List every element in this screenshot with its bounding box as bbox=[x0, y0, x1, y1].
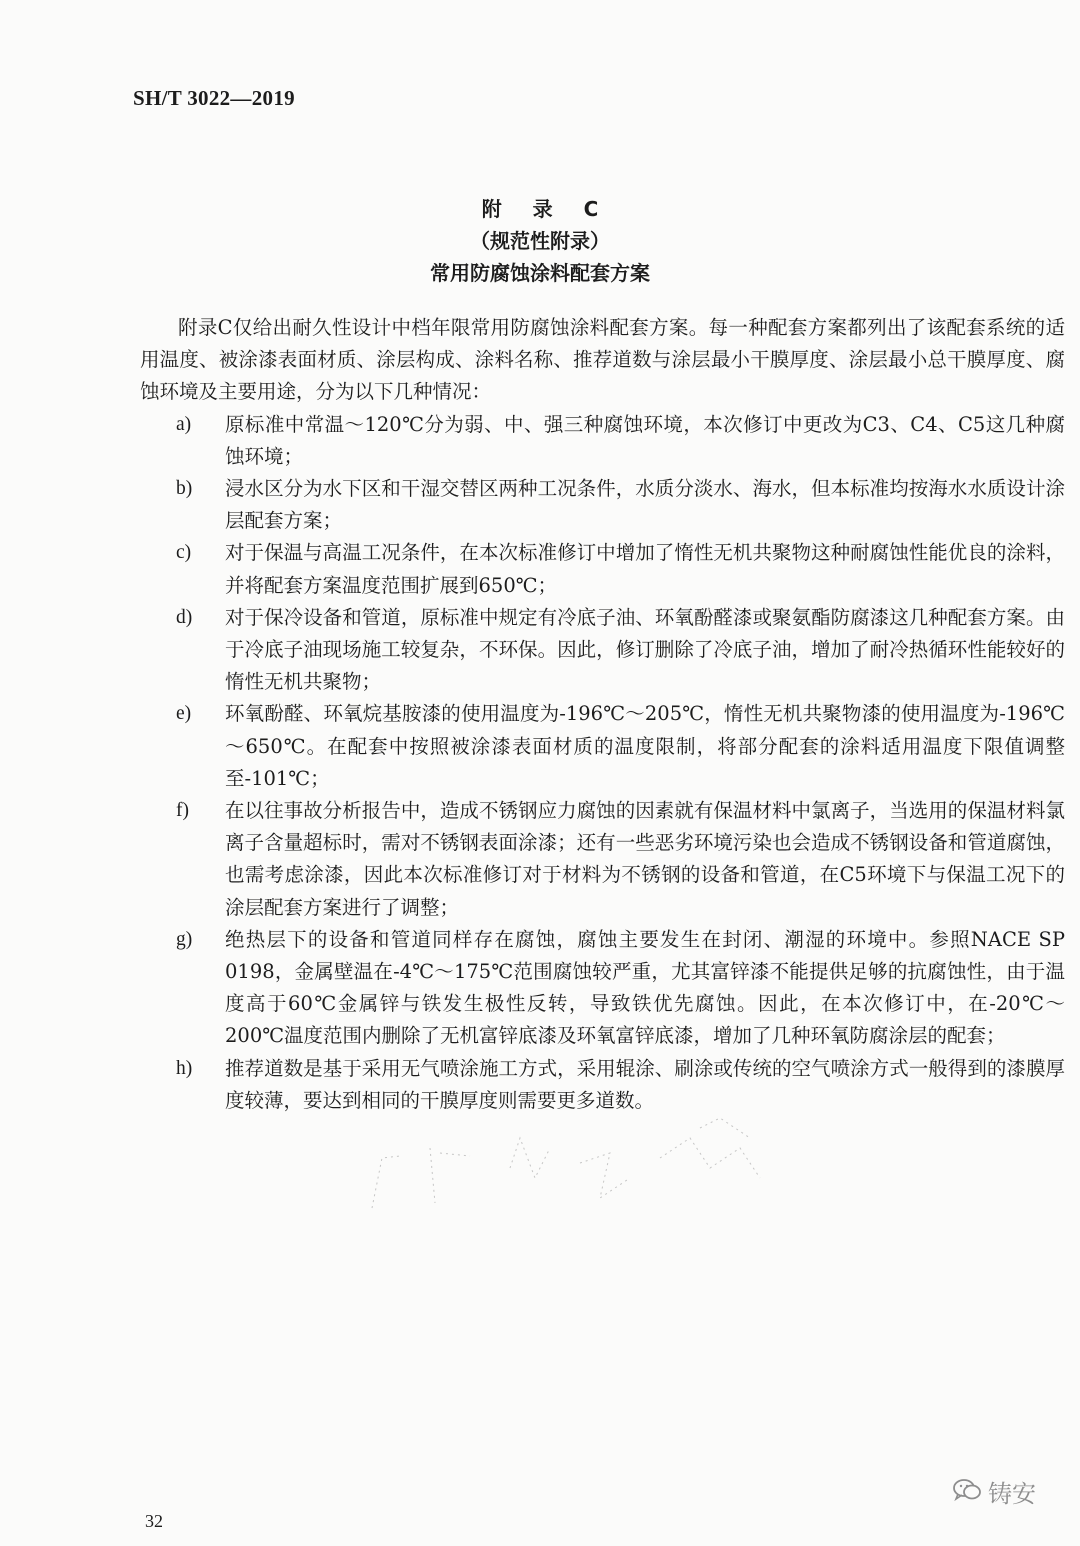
watermark bbox=[952, 1474, 1036, 1509]
list-item-d bbox=[140, 602, 1065, 699]
list-text: 浸水区分为水下区和干湿交替区两种工况条件，水质分淡水、海水，但本标准均按海水水质设计涂层配套方案； bbox=[225, 477, 1065, 533]
list-item-b bbox=[140, 473, 1065, 537]
list-label: c) bbox=[176, 542, 192, 564]
watermark-text: 铸安 bbox=[988, 1480, 1036, 1508]
body-text bbox=[140, 312, 1065, 1117]
list-label: g) bbox=[176, 928, 193, 950]
appendix-title: 常用防腐蚀涂料配套方案 bbox=[430, 261, 650, 285]
list-text: 环氧酚醛、环氧烷基胺漆的使用温度为-196℃～205℃，惰性无机共聚物漆的使用温度为-196℃～650℃。在配套中按照被涂漆表面材质的温度限制，将部分配套的涂料适用温度下限值调整至-101℃； bbox=[225, 702, 1065, 790]
list-text: 对于保温与高温工况条件，在本次标准修订中增加了惰性无机共聚物这种耐腐蚀性能优良的涂料，并将配套方案温度范围扩展到650℃； bbox=[225, 541, 1065, 597]
intro-paragraph: 附录C仅给出耐久性设计中档年限常用防腐蚀涂料配套方案。每一种配套方案都列出了该配套系统的适用温度、被涂漆表面材质、涂层构成、涂料名称、推荐道数与涂层最小干膜厚度、涂层最小总干膜厚度、腐蚀环境及主要用途，分为以下几种情况： bbox=[140, 316, 1065, 404]
list-item-g bbox=[140, 924, 1065, 1053]
list-text: 在以往事故分析报告中，造成不锈钢应力腐蚀的因素就有保温材料中氯离子，当选用的保温材料氯离子含量超标时，需对不锈钢表面涂漆；还有一些恶劣环境污染也会造成不锈钢设备和管道腐蚀，也需考虑涂漆，因此本次标准修订对于材料为不锈钢的设备和管道，在C5环境下与保温工况下的涂层配套方案进行了调整； bbox=[225, 799, 1065, 919]
page-number: 32 bbox=[145, 1511, 163, 1531]
list-text: 对于保冷设备和管道，原标准中规定有冷底子油、环氧酚醛漆或聚氨酯防腐漆这几种配套方案。由于冷底子油现场施工较复杂，不环保。因此，修订删除了冷底子油，增加了耐冷热循环性能较好的惰性无机共聚物； bbox=[225, 605, 1065, 694]
appendix-heading: 附 录 C bbox=[481, 197, 611, 221]
list-text: 推荐道数是基于采用无气喷涂施工方式，采用辊涂、刷涂或传统的空气喷涂方式一般得到的漆膜厚度较薄，要达到相同的干膜厚度则需要更多道数。 bbox=[225, 1056, 1065, 1112]
standard-code: SH/T 3022—2019 bbox=[133, 86, 295, 110]
list-label: f) bbox=[176, 800, 189, 822]
list-item-f bbox=[140, 795, 1065, 924]
list-label: a) bbox=[176, 413, 192, 435]
list-label: h) bbox=[176, 1057, 193, 1079]
list-label: b) bbox=[176, 478, 193, 500]
list-label: d) bbox=[176, 606, 193, 628]
list-label: e) bbox=[176, 703, 192, 725]
list-text: 绝热层下的设备和管道同样存在腐蚀，腐蚀主要发生在封闭、潮湿的环境中。参照NACE SP 0198，金属壁温在-4℃～175℃范围腐蚀较严重，尤其富锌漆不能提供足够的抗腐蚀性，由于温度高于60℃金属锌与铁发生极性反转，导致铁优先腐蚀。因此，在本次修订中，在-20℃～200℃温度范围内删除了无机富锌底漆及环氧富锌底漆，增加了几种环氧防腐涂层的配套； bbox=[225, 927, 1065, 1048]
list-text: 原标准中常温～120℃分为弱、中、强三种腐蚀环境，本次修订中更改为C3、C4、C5这几种腐蚀环境； bbox=[225, 412, 1065, 468]
list-item-a bbox=[140, 409, 1065, 473]
scan-noise-marks bbox=[360, 1108, 800, 1228]
wechat-icon bbox=[952, 1477, 982, 1507]
appendix-type: （规范性附录） bbox=[470, 229, 610, 253]
list-item-e bbox=[140, 698, 1065, 795]
list-item-c bbox=[140, 537, 1065, 601]
appendix-titles bbox=[0, 193, 1080, 289]
